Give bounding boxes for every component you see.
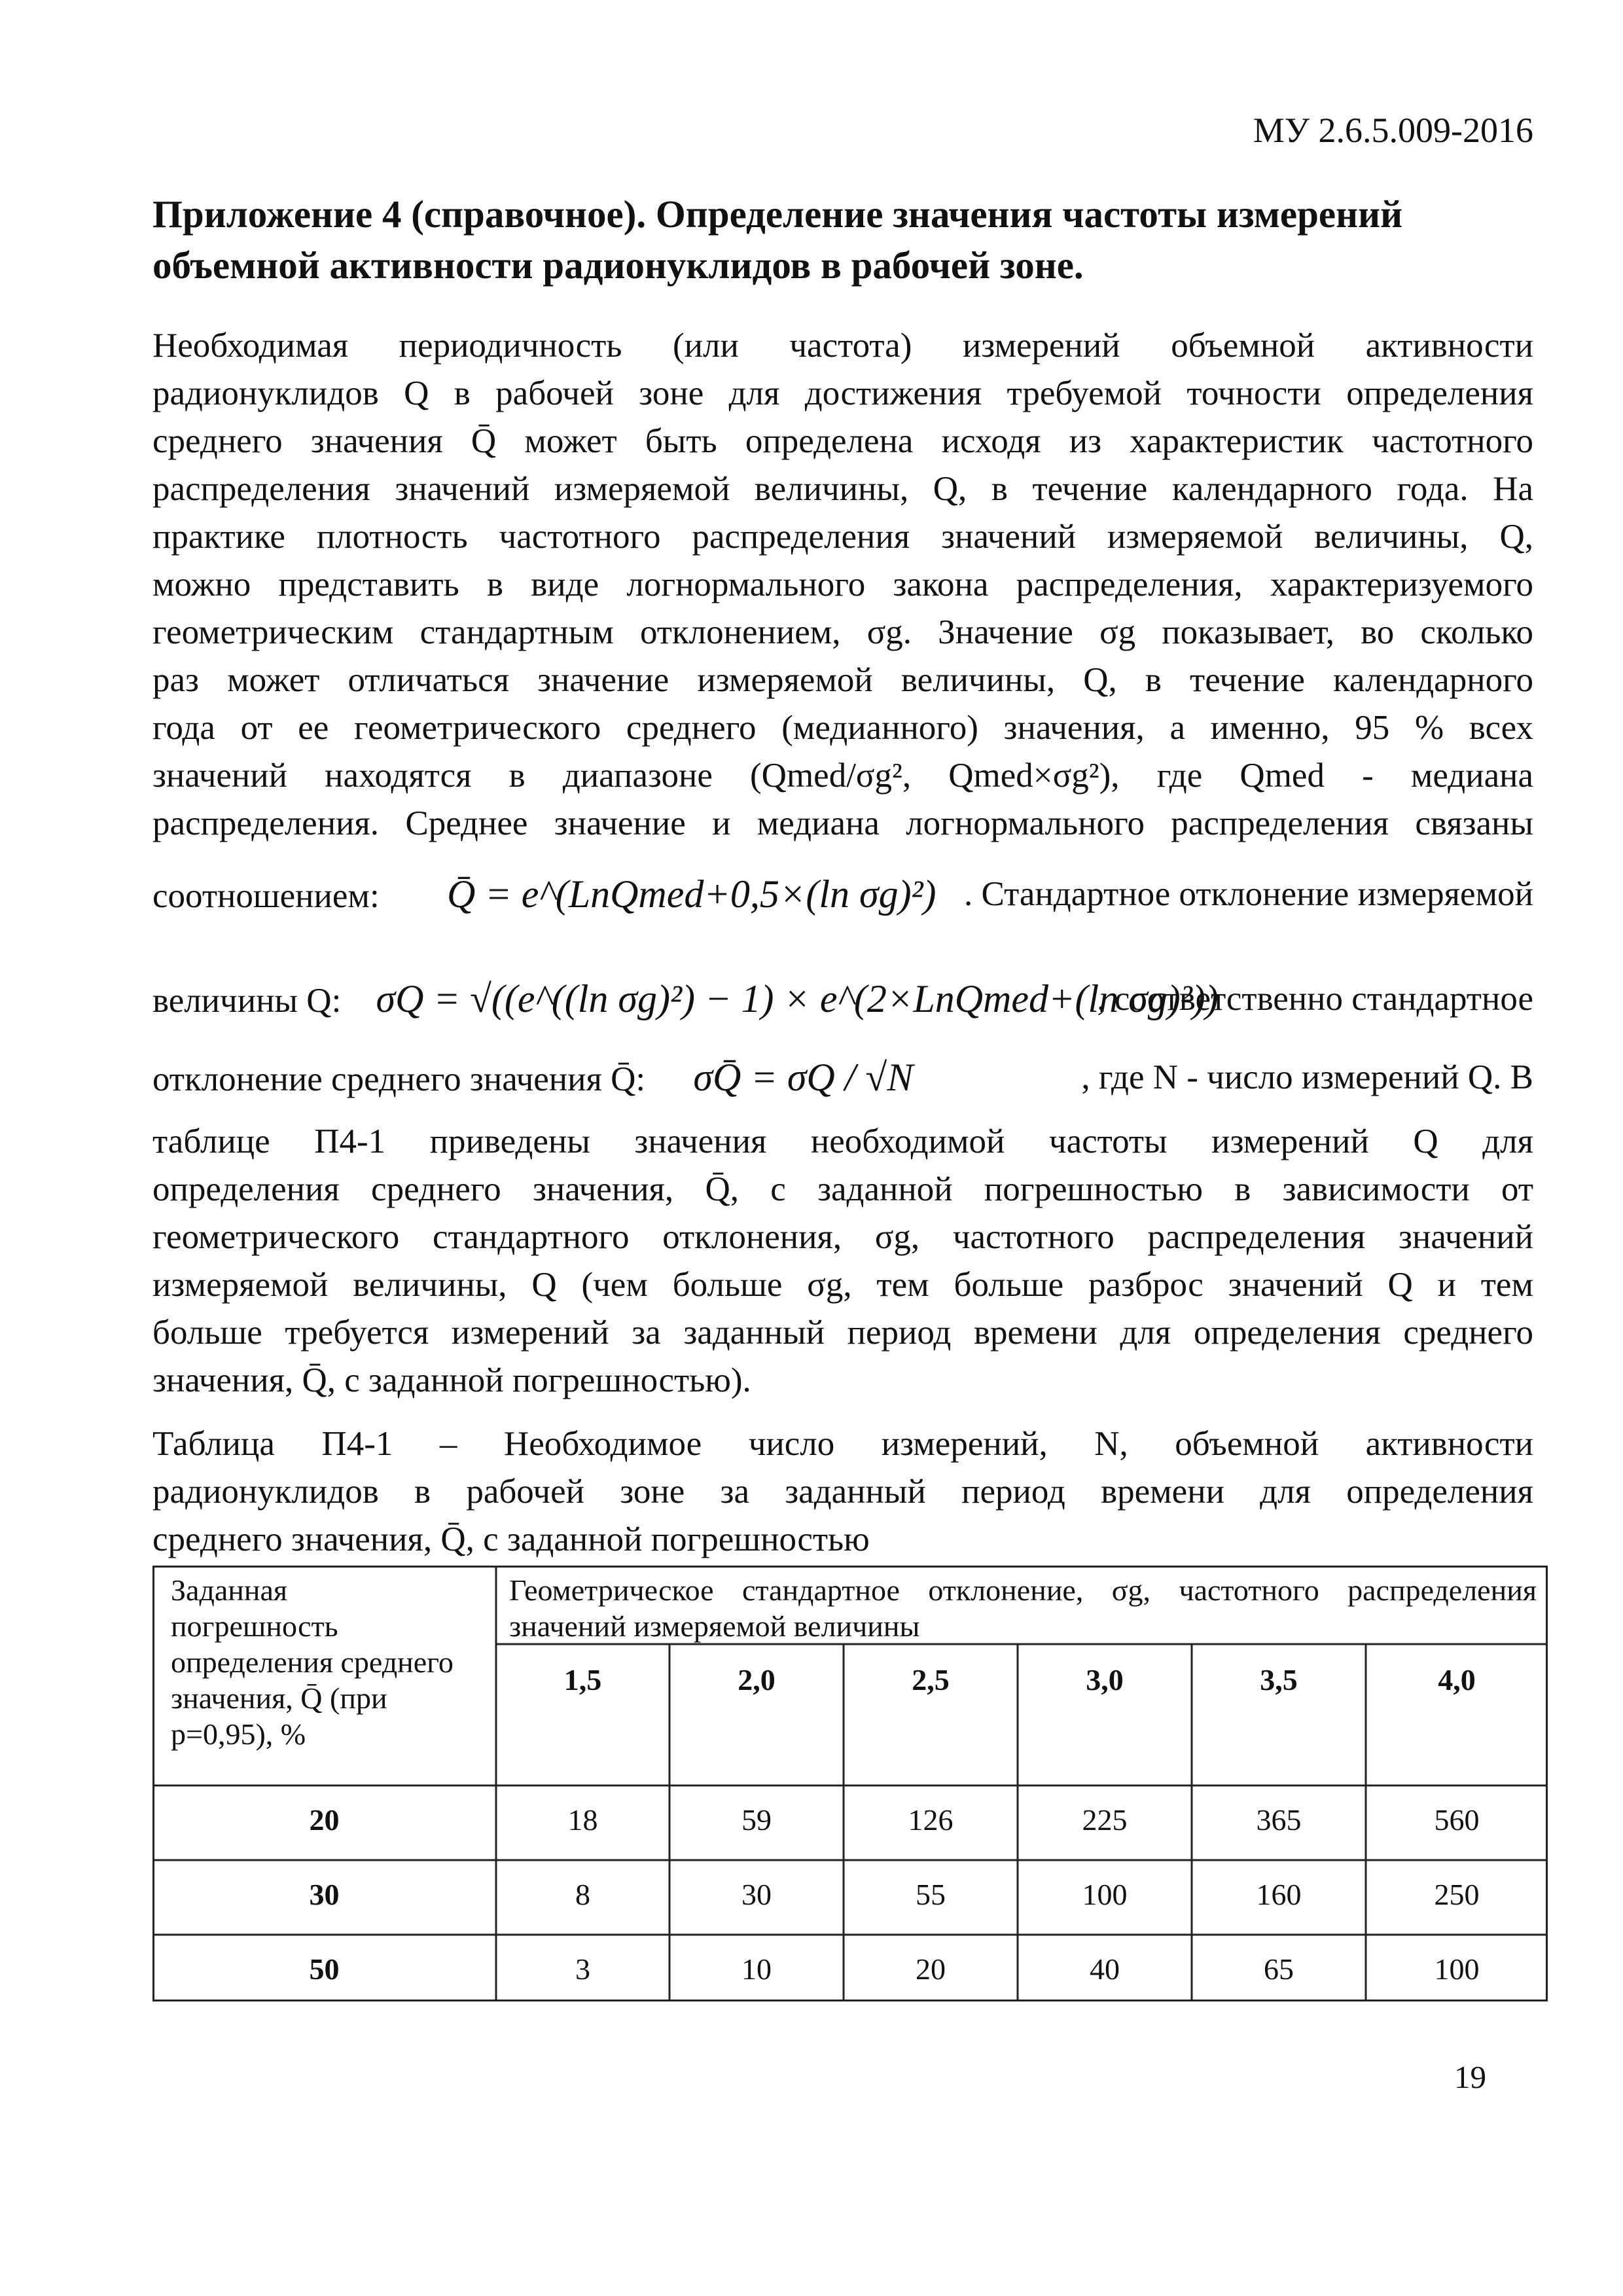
table-cell: 40 <box>1090 1952 1120 1986</box>
table-cell: 100 <box>1434 1952 1480 1986</box>
formula-1-lead: соотношением: <box>152 877 380 915</box>
table-cell: 8 <box>575 1878 590 1911</box>
paragraph-line: радионуклидов Q в рабочей зоне для достижения требуемой точности определения <box>152 374 1533 412</box>
formula-line-2 <box>152 975 1533 1047</box>
corner-header-line: Заданная <box>171 1573 288 1607</box>
row-label: 30 <box>309 1878 340 1911</box>
table-cell: 18 <box>567 1803 598 1837</box>
corner-header-line: погрешность <box>171 1609 338 1643</box>
table-cell: 126 <box>908 1803 954 1837</box>
paragraph-line: можно представить в виде логнормального закона распределения, характеризуемого <box>152 565 1533 603</box>
paragraph-line: таблице П4-1 приведены значения необходимой частоты измерений Q для <box>152 1122 1533 1160</box>
formula-3-tail: , где N - число измерений Q. В <box>1081 1058 1533 1096</box>
group-header-line: значений измеряемой величины <box>509 1609 920 1643</box>
row-label: 50 <box>309 1952 340 1986</box>
column-header: 2,5 <box>912 1663 950 1696</box>
paragraph-line: геометрического стандартного отклонения, σg, частотного распределения значений <box>152 1218 1533 1256</box>
document-code: МУ 2.6.5.009-2016 <box>1253 111 1533 150</box>
formula-std-dev: σQ = √((e^((ln σg)²) − 1) × e^(2×LnQmed+(ln σg)²)) <box>376 977 1219 1020</box>
corner-header-line: значения, Q̄ (при <box>171 1681 387 1715</box>
table-cell: 30 <box>741 1878 772 1911</box>
formula-std-error: σQ̄ = σQ / √N <box>693 1056 914 1099</box>
row-label: 20 <box>309 1803 340 1837</box>
group-header-line: Геометрическое стандартное отклонение, σg, частотного распределения <box>509 1573 1537 1607</box>
table-cell: 3 <box>575 1952 590 1986</box>
paragraph-line: распределения. Среднее значение и медиана логнормального распределения связаны <box>152 804 1533 842</box>
corner-header-line: p=0,95), % <box>171 1717 306 1751</box>
table-cell: 365 <box>1256 1803 1302 1837</box>
table-cell: 250 <box>1434 1878 1480 1911</box>
column-header: 3,0 <box>1086 1663 1124 1696</box>
paragraph-line: раз может отличаться значение измеряемой величины, Q, в течение календарного <box>152 661 1533 699</box>
column-header: 2,0 <box>738 1663 776 1696</box>
paragraph-line: распределения значений измеряемой величины, Q, в течение календарного года. На <box>152 470 1533 508</box>
formula-line-3 <box>152 1054 1533 1113</box>
caption-line: среднего значения, Q̄, с заданной погрешностью <box>152 1520 870 1558</box>
formula-2-tail: , соответственно стандартное <box>1097 980 1533 1018</box>
formula-1-tail: . Стандартное отклонение измеряемой <box>963 875 1533 913</box>
paragraph-line: определения среднего значения, Q̄, с заданной погрешностью в зависимости от <box>152 1170 1533 1208</box>
caption-line: радионуклидов в рабочей зоне за заданный период времени для определения <box>152 1473 1533 1511</box>
caption-line: Таблица П4-1 – Необходимое число измерений, N, объемной активности <box>152 1425 1533 1463</box>
table-cell: 20 <box>916 1952 946 1986</box>
paragraph-line: больше требуется измерений за заданный период времени для определения среднего <box>152 1314 1533 1352</box>
table-cell: 10 <box>741 1952 772 1986</box>
paragraph-line: геометрическим стандартным отклонением, σg. Значение σg показывает, во сколько <box>152 613 1533 651</box>
table-cell: 55 <box>916 1878 946 1911</box>
corner-header-line: определения среднего <box>171 1645 454 1679</box>
formula-line-1 <box>152 870 1533 942</box>
column-header: 1,5 <box>563 1663 602 1696</box>
table-cell: 59 <box>741 1803 772 1837</box>
paragraph-line: измеряемой величины, Q (чем больше σg, тем больше разброс значений Q и тем <box>152 1266 1533 1304</box>
paragraph-line: Необходимая периодичность (или частота) измерений объемной активности <box>152 327 1533 365</box>
table-cell: 560 <box>1434 1803 1480 1837</box>
table-cell: 100 <box>1082 1878 1128 1911</box>
table-cell: 225 <box>1082 1803 1128 1837</box>
paragraph-line: года от ее геометрического среднего (медианного) значения, а именно, 95 % всех <box>152 709 1533 747</box>
page-number: 19 <box>1454 2059 1486 2095</box>
column-header: 4,0 <box>1438 1663 1476 1696</box>
formula-3-lead: отклонение среднего значения Q̄: <box>152 1060 646 1098</box>
group-header <box>509 1572 1537 1644</box>
table-cell: 65 <box>1264 1952 1294 1986</box>
paragraph-line: среднего значения Q̄ может быть определена исходя из характеристик частотного <box>152 422 1533 460</box>
corner-header <box>171 1572 485 1752</box>
appendix-heading: Приложение 4 (справочное). Определение значения частоты измерений объемной активности радионуклидов в рабочей зоне. <box>152 192 1403 287</box>
formula-mean: Q̄ = e^(LnQmed+0,5×(ln σg)²) <box>446 872 936 916</box>
table-p4-1 <box>152 1566 1548 2001</box>
table-cell: 160 <box>1256 1878 1302 1911</box>
paragraph-line: значения, Q̄, с заданной погрешностью). <box>152 1361 751 1399</box>
formula-2-lead: величины Q: <box>152 982 342 1020</box>
paragraph-line: практике плотность частотного распределения значений измеряемой величины, Q, <box>152 518 1533 556</box>
column-header: 3,5 <box>1260 1663 1298 1696</box>
paragraph-line: значений находятся в диапазоне (Qmed/σg², Qmed×σg²), где Qmed - медиана <box>152 757 1533 795</box>
